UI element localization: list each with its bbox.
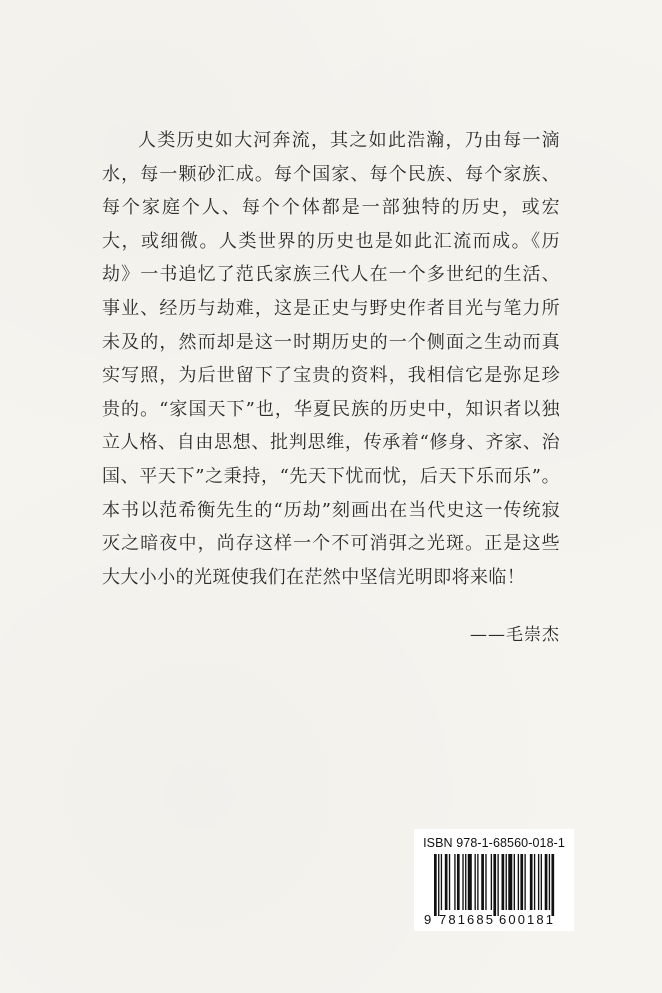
barcode-bar — [538, 854, 539, 910]
barcode-bar — [457, 854, 460, 910]
barcode-bar — [462, 854, 463, 910]
barcode-bar — [485, 854, 486, 910]
barcode-bar — [502, 854, 505, 910]
barcode-bars — [434, 854, 554, 916]
barcode-bar — [438, 854, 439, 916]
barcode-bar — [506, 854, 507, 910]
author-signature: ——毛崇杰 — [470, 625, 560, 645]
barcode-bar — [465, 854, 466, 910]
barcode-bar — [468, 854, 472, 910]
barcode-bar — [541, 854, 542, 910]
isbn-barcode — [414, 829, 574, 931]
barcode-digits-right: 600181 — [499, 912, 553, 926]
blurb-text: 人类历史如大河奔流，其之如此浩瀚，乃由每一滴水，每一颗砂汇成。每个国家、每个民族、每个家族、每个家庭个人、每个个体都是一部独特的历史，或宏大，或细微。人类世界的历史也是如此汇流而成。《历劫》一书追忆了范氏家族三代人在一个多世纪的生活、事业、经历与劫难，这是正史与野史作者目光与笔力所未及的，然而却是这一时期历史的一个侧面之生动而真实写照，为后世留下了宝贵的资料，我相信它是弥足珍贵的。“家国天下”也，华夏民族的历史中，知识者以独立人格、自由思想、批判思维，传承着“修身、齐家、治国、平天下”之秉持，“先天下忧而忧，后天下乐而乐”。本书以范希衡先生的“历劫”刻画出在当代史这一传统寂灭之暗夜中，尚存这样一个不可消弭之光斑。正是这些大大小小的光斑使我们在茫然中坚信光明即将来临！ — [102, 130, 560, 588]
barcode-bar — [508, 854, 512, 910]
barcode-digit-first: 9 — [424, 912, 432, 926]
barcode-bar — [524, 854, 525, 910]
barcode-bar — [497, 854, 498, 916]
barcode-bar — [530, 854, 533, 910]
barcode-bar — [475, 854, 476, 910]
barcode-bar — [481, 854, 484, 910]
barcode-bar — [434, 854, 437, 916]
isbn-label: ISBN 978-1-68560-018-1 — [423, 836, 565, 850]
barcode-bar — [534, 854, 535, 910]
barcode-bar — [518, 854, 519, 910]
barcode-bar — [520, 854, 523, 910]
barcode-bar — [545, 854, 548, 910]
barcode-bar — [449, 854, 450, 910]
barcode-bar — [491, 854, 492, 910]
barcode-bar — [514, 854, 515, 910]
barcode-bar — [549, 854, 550, 910]
barcode-bar — [441, 854, 442, 910]
barcode-bar — [551, 854, 554, 916]
barcode-graphic — [422, 854, 566, 926]
barcode-digits-left: 781685 — [439, 912, 493, 926]
barcode-bar — [477, 854, 478, 910]
barcode-bar — [445, 854, 448, 910]
barcode-bar — [454, 854, 455, 910]
barcode-bar — [493, 854, 496, 916]
